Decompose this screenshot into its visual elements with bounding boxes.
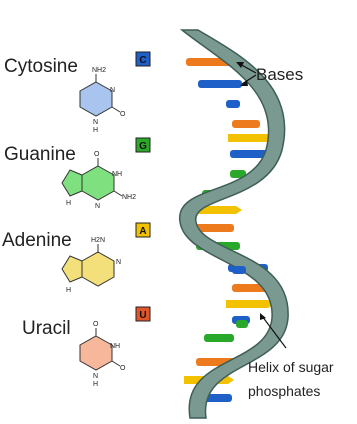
rung-blue — [232, 266, 246, 274]
guanine-n: N — [95, 203, 101, 210]
uracil-o: O — [120, 365, 126, 372]
rung-orange — [232, 120, 260, 128]
cytosine-name: Cytosine — [4, 56, 78, 77]
badge-c-letter: C — [139, 55, 147, 66]
adenine-nh2: H2N — [91, 237, 106, 244]
bases-label: Bases — [256, 65, 304, 84]
helix-label-line2: phosphates — [248, 383, 321, 399]
adenine-name: Adenine — [2, 230, 72, 251]
uracil-molecule — [80, 321, 126, 388]
uracil-h: H — [93, 381, 99, 388]
rung-blue — [226, 100, 240, 108]
badge-u-letter: U — [139, 310, 147, 321]
cytosine-h: H — [93, 127, 99, 134]
guanine-h: H — [66, 200, 72, 207]
rung-green — [236, 320, 248, 328]
rung-yellow — [226, 300, 274, 308]
uracil-n: N — [93, 373, 99, 380]
guanine-nh2: NH2 — [122, 194, 137, 201]
guanine-name: Guanine — [4, 144, 76, 165]
badge-c — [136, 52, 150, 66]
guanine-nh: NH — [112, 171, 123, 178]
badge-a — [136, 223, 150, 237]
helix-label-line1: Helix of sugar — [248, 359, 334, 375]
uracil-nh: NH — [110, 343, 121, 350]
uracil-o-top: O — [93, 321, 99, 328]
cytosine-n: N — [110, 87, 116, 94]
guanine-o: O — [94, 151, 100, 158]
uracil-name: Uracil — [22, 318, 71, 339]
adenine-h: H — [66, 287, 72, 294]
rung-green — [204, 334, 234, 342]
rung-blue — [198, 80, 242, 88]
cytosine-nh: N — [93, 119, 99, 126]
cytosine-nh2: NH2 — [92, 67, 107, 74]
badge-u — [136, 307, 150, 321]
badge-g — [136, 138, 150, 152]
cytosine-o: O — [120, 111, 126, 118]
badge-a-letter: A — [139, 226, 147, 237]
adenine-n: N — [116, 259, 122, 266]
cytosine-molecule — [80, 67, 126, 134]
badge-g-letter: G — [139, 141, 147, 152]
